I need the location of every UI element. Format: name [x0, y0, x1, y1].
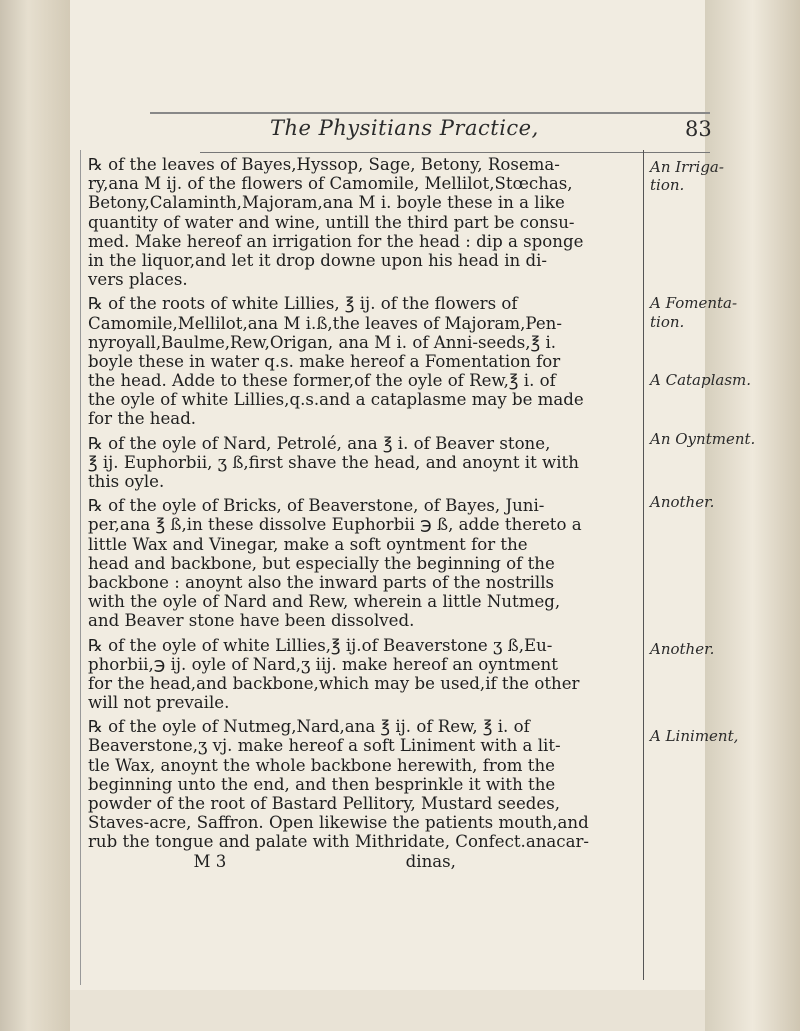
text-line: and Beaver stone have been dissolved.: [88, 611, 415, 631]
recipe-another-2: [88, 636, 640, 713]
text-line: for the head,and backbone,which may be used,if the other: [88, 673, 580, 693]
text-line: Staves-acre, Saffron. Open likewise the patients mouth,and: [88, 813, 589, 833]
text-line: nyroyall,Baulme,Rew,Origan, ana M i. of Anni-seeds,℥ i.: [88, 332, 557, 352]
text-line: ry,ana M ij. of the flowers of Camomile, Mellilot,Stœchas,: [88, 174, 573, 194]
text-line: ℥ ij. Euphorbii, ʒ ß,first shave the head, and anoynt it with: [88, 452, 579, 472]
margin-note-liniment: A Liniment,: [650, 727, 739, 745]
text-line: vers places.: [88, 270, 188, 290]
text-line: boyle these in water q.s. make hereof a Fomentation for: [88, 351, 561, 371]
margin-note-irrigation: An Irriga- tion.: [650, 158, 724, 194]
page-bottom-shadow: [70, 990, 705, 1031]
text-line: little Wax and Vinegar, make a soft oyntment for the: [88, 534, 528, 554]
text-line: for the head.: [88, 409, 197, 429]
text-line: Betony,Calaminth,Majoram,ana M i. boyle these in a like: [88, 193, 565, 213]
scan-edge-left: [0, 0, 70, 1031]
text-line: ℞ of the oyle of Nard, Petrolé, ana ℥ i. of Beaver stone,: [88, 433, 551, 453]
text-line: quantity of water and wine, untill the third part be consu-: [88, 212, 575, 232]
running-title: The Physitians Practice,: [270, 116, 539, 140]
text-line: will not prevaile.: [88, 693, 230, 713]
margin-note-another-2: Another.: [650, 640, 715, 658]
scan-edge-right: [705, 0, 800, 1031]
recipe-another-1: [88, 496, 640, 630]
text-line: powder of the root of Bastard Pellitory, Mustard seedes,: [88, 794, 561, 813]
text-line: rub the tongue and palate with Mithridate, Confect.anacar-: [88, 832, 590, 852]
margin-note-fomentation: A Fomenta- tion. A Cataplasm.: [650, 294, 752, 389]
text-line: ℞ of the oyle of Bricks, of Beaverstone, of Bayes, Juni-: [88, 496, 545, 516]
margin-note-oyntment: An Oyntment.: [650, 430, 756, 448]
text-line: in the liquor,and let it drop downe upon his head in di-: [88, 250, 548, 270]
text-line: Beaverstone,ʒ vj. make hereof a soft Liniment with a lit-: [88, 736, 561, 756]
header-rule: [200, 152, 710, 153]
body-text: [88, 155, 640, 876]
recipe-fomentation: [88, 294, 640, 428]
page-header: [270, 114, 710, 150]
text-line: ℞ of the roots of white Lillies, ℥ ij. of the flowers of: [88, 294, 518, 314]
signature-catchword-line: M 3 dinas,: [88, 851, 456, 871]
text-line: med. Make hereof an irrigation for the head : dip a sponge: [88, 231, 584, 251]
margin-note-another-1: Another.: [650, 493, 715, 511]
text-line: beginning unto the end, and then besprinkle it with the: [88, 774, 556, 794]
text-line: this oyle.: [88, 472, 165, 491]
left-margin-rule: [80, 150, 81, 985]
text-line: Camomile,Mellilot,ana M i.ß,the leaves of Majoram,Pen-: [88, 313, 562, 333]
text-line: per,ana ℥ ß,in these dissolve Euphorbii ℈ ß, adde thereto a: [88, 515, 582, 535]
text-line: ℞ of the oyle of white Lillies,℥ ij.of Beaverstone ʒ ß,Eu-: [88, 635, 553, 655]
text-line: the head. Adde to these former,of the oyle of Rew,℥ i. of: [88, 371, 556, 391]
text-line: ℞ of the oyle of Nutmeg,Nard,ana ℥ ij. of Rew, ℥ i. of: [88, 717, 530, 737]
recipe-irrigation: [88, 155, 640, 289]
text-line: backbone : anoynt also the inward parts of the nostrills: [88, 572, 555, 592]
text-line: the oyle of white Lillies,q.s.and a cataplasme may be made: [88, 390, 584, 410]
recipe-liniment: [88, 717, 640, 871]
text-line: head and backbone, but especially the beginning of the: [88, 553, 555, 573]
margin-column-rule: [643, 150, 644, 980]
page-number: 83: [685, 117, 712, 141]
text-line: ℞ of the leaves of Bayes,Hyssop, Sage, Betony, Rosema-: [88, 155, 560, 174]
text-line: with the oyle of Nard and Rew, wherein a little Nutmeg,: [88, 592, 561, 612]
text-line: tle Wax, anoynt the whole backbone herewith, from the: [88, 755, 555, 775]
text-line: phorbii,℈ ij. oyle of Nard,ʒ iij. make hereof an oyntment: [88, 654, 558, 674]
recipe-oyntment: [88, 434, 640, 492]
